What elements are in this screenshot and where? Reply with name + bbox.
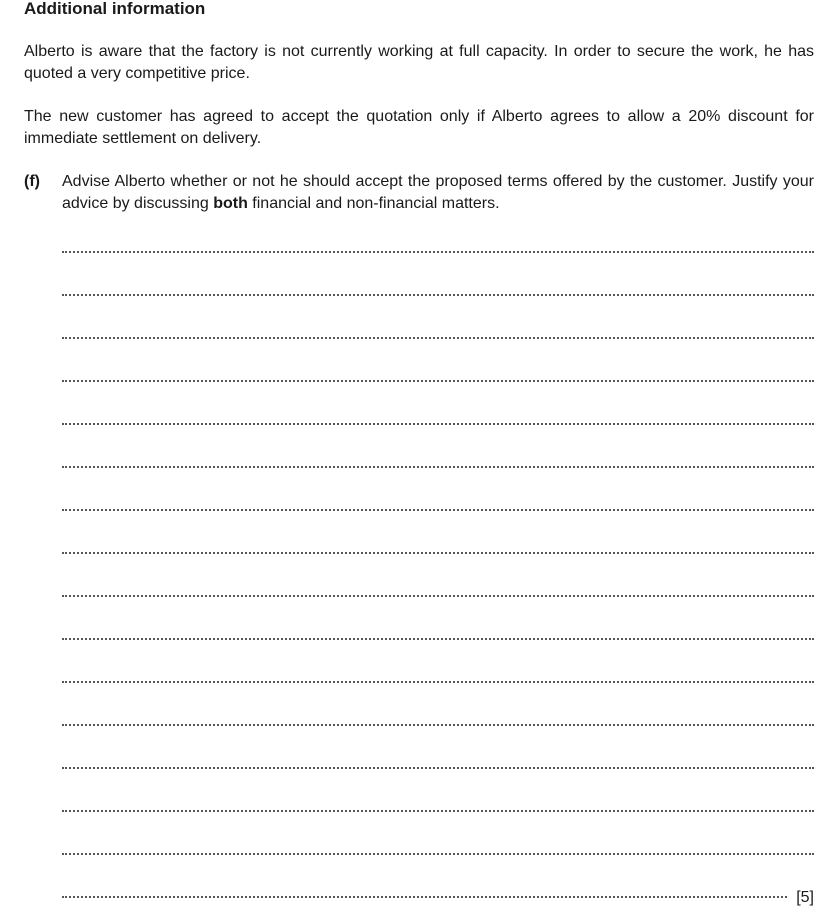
question-text-start: Advise Alberto whether or not he should accept the proposed terms offered by the customer. Justify your advice by discussing [62,173,814,212]
answer-line[interactable] [62,337,814,339]
answer-line[interactable] [62,466,814,468]
answer-line[interactable] [62,595,814,597]
answer-line[interactable] [62,896,787,898]
section-heading: Additional information [24,0,206,18]
question-text-end: financial and non-financial matters. [247,195,500,212]
answer-line[interactable] [62,853,814,855]
answer-line[interactable] [62,509,814,511]
answer-line[interactable] [62,380,814,382]
answer-line[interactable] [62,251,814,253]
answer-line[interactable] [62,724,814,726]
answer-line[interactable] [62,681,814,683]
marks-allocation: [5] [796,889,814,906]
answer-line[interactable] [62,552,814,554]
context-paragraph-capacity: Alberto is aware that the factory is not currently working at full capacity. In order to secure the work, he has quoted a very competitive price. [24,43,814,82]
answer-line[interactable] [62,767,814,769]
answer-line[interactable] [62,294,814,296]
answer-line[interactable] [62,423,814,425]
question-text [62,171,814,215]
answer-line[interactable] [62,810,814,812]
answer-line[interactable] [62,638,814,640]
question-emphasis-word: both [213,195,248,212]
question-number: (f) [24,173,40,190]
context-paragraph-discount: The new customer has agreed to accept the quotation only if Alberto agrees to allow a 20% discount for immediate settlement on delivery. [24,108,814,147]
